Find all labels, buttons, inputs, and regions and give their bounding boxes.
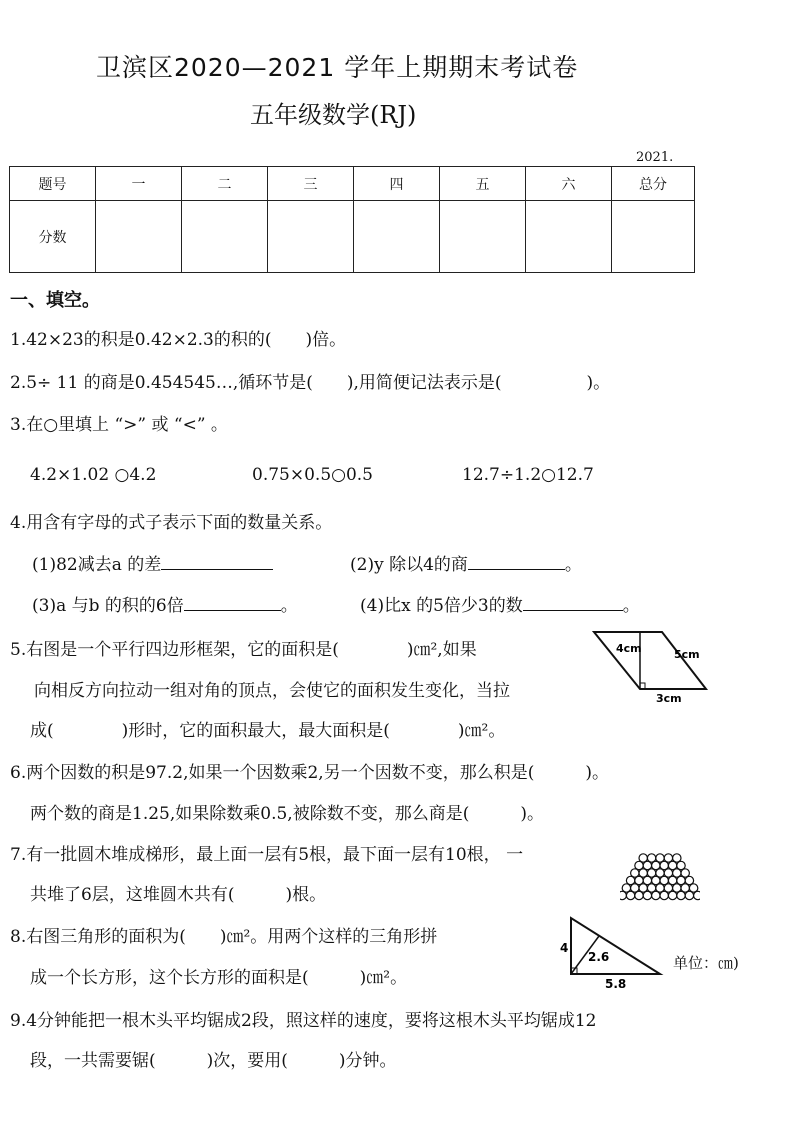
header-cell: 六 [526,167,612,201]
score-row-label: 分数 [10,201,96,273]
section-title: 一、填空。 [10,290,100,311]
score-cell[interactable] [354,201,440,273]
score-table-score-row [10,201,695,273]
question-4-part-2 [350,550,582,575]
question-9-line-2: 段，一共需要锯( )次，要用( )分钟。 [30,1051,397,1071]
score-table [9,166,695,273]
header-cell: 二 [182,167,268,201]
log-pile-figure [620,850,700,905]
unit-label: 单位：㎝) [673,954,739,972]
triangle-hyp-label: 2.6 [588,950,610,964]
answer-blank[interactable] [161,555,273,570]
question-4-part-1-text: (1)82减去a 的差 [32,555,162,575]
question-4-part-3-text: (3)a 与b 的积的6倍 [32,596,184,616]
score-cell[interactable] [268,201,354,273]
question-3-item: 4.2×1.02 ○4.2 [30,465,157,485]
score-cell[interactable] [96,201,182,273]
parallelogram-height-label: 4cm [616,642,642,655]
question-5-line-1: 5.右图是一个平行四边形框架，它的面积是( )㎝²,如果 [10,640,477,660]
log-end [620,891,626,899]
header-cell: 题号 [10,167,96,201]
log-end [677,891,685,899]
triangle-height-label: 4 [560,941,569,955]
triangle-base-label: 5.8 [605,977,627,990]
parallelogram-base-label: 3cm [656,692,682,705]
question-3: 3.在○里填上 “>” 或 “<” 。 [10,415,228,435]
log-end [660,891,668,899]
question-9-line-1: 9.4分钟能把一根木头平均锯成2段，照这样的速度，要将这根木头平均锯成12 [10,1011,597,1031]
question-8-line-1: 8.右图三角形的面积为( )㎝²。用两个这样的三角形拼 [10,927,438,947]
question-5-line-3: 成( )形时，它的面积最大，最大面积是( )㎝²。 [30,721,506,741]
question-7-line-2: 共堆了6层，这堆圆木共有( )根。 [30,885,327,905]
period: 。 [564,555,582,575]
answer-blank[interactable] [523,596,623,611]
question-7-line-1: 7.有一批圆木堆成梯形，最上面一层有5根，最下面一层有10根， 一 [10,845,524,865]
question-4-part-4-text: (4)比x 的5倍少3的数 [360,596,523,616]
log-end [635,891,643,899]
question-6-line-2: 两个数的商是1.25,如果除数乘0.5,被除数不变，那么商是( )。 [30,804,544,824]
log-end [694,891,700,899]
score-table-header-row [10,167,695,201]
score-cell[interactable] [526,201,612,273]
question-4-part-1 [32,550,273,575]
question-3-item: 0.75×0.5○0.5 [252,465,374,485]
exam-title: 卫滨区2020—2021 学年上期期末考试卷 [96,53,579,82]
score-cell[interactable] [612,201,695,273]
score-cell[interactable] [182,201,268,273]
exam-subtitle: 五年级数学(RJ) [250,101,417,129]
exam-date: 2021. [636,150,674,165]
question-4-part-2-text: (2)y 除以4的商 [350,555,468,575]
question-4-part-3 [32,591,298,616]
question-5-line-2: 向相反方向拉动一组对角的顶点，会使它的面积发生变化，当拉 [34,681,510,701]
answer-blank[interactable] [184,596,281,611]
triangle-figure [555,910,670,990]
header-cell: 总分 [612,167,695,201]
period: 。 [622,596,640,616]
question-3-item: 12.7÷1.2○12.7 [462,465,594,485]
header-cell: 五 [440,167,526,201]
score-cell[interactable] [440,201,526,273]
question-2: 2.5÷ 11 的商是0.454545…,循环节是( ),用简便记法表示是( )。 [10,373,611,393]
header-cell: 三 [268,167,354,201]
header-cell: 一 [96,167,182,201]
question-6-line-1: 6.两个因数的积是97.2,如果一个因数乘2,另一个因数不变，那么积是( )。 [10,763,609,783]
question-4: 4.用含有字母的式子表示下面的数量关系。 [10,513,333,533]
question-1: 1.42×23的积是0.42×2.3的积的( )倍。 [10,330,347,350]
parallelogram-figure [590,628,715,708]
log-end [626,891,634,899]
log-end [668,891,676,899]
question-4-part-4 [360,591,640,616]
log-end [643,891,651,899]
period: 。 [280,596,298,616]
answer-blank[interactable] [468,555,565,570]
question-8-line-2: 成一个长方形，这个长方形的面积是( )㎝²。 [30,968,408,988]
log-end [685,891,693,899]
header-cell: 四 [354,167,440,201]
parallelogram-side-label: 5cm [674,648,700,661]
triangle-shape [571,918,660,974]
log-end [652,891,660,899]
